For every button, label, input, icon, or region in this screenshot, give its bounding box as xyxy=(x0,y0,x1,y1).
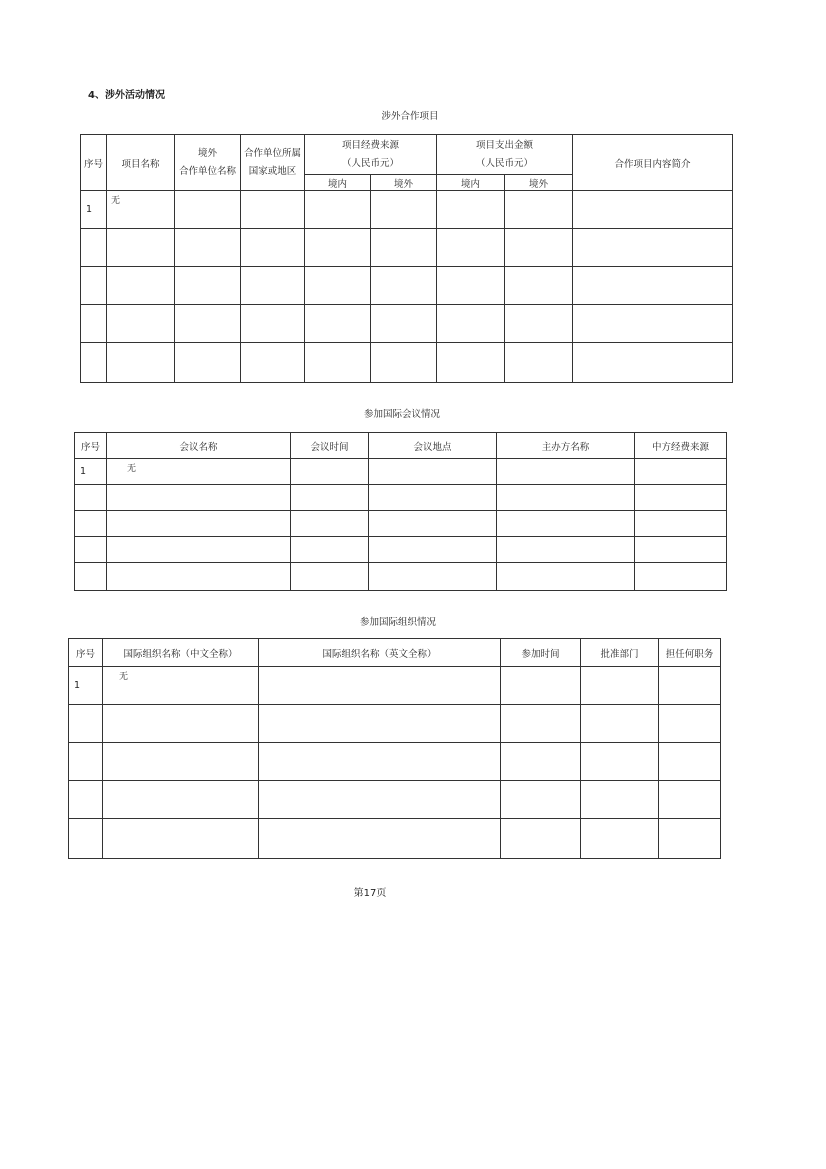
table-row xyxy=(81,267,733,305)
row-org-name-cn: 无 xyxy=(103,667,259,705)
table-row xyxy=(69,743,721,781)
page-number: 第17页 xyxy=(353,888,387,899)
table-row xyxy=(69,667,721,705)
row-project-name: 无 xyxy=(107,191,175,229)
table-row xyxy=(75,459,727,485)
header-org-name-cn: 国际组织名称（中文全称） xyxy=(103,639,259,667)
header-partner-name: 境外 合作单位名称 xyxy=(175,135,241,191)
header-no: 序号 xyxy=(81,135,107,191)
header-no: 序号 xyxy=(75,433,107,459)
section-heading: 4、涉外活动情况 xyxy=(88,90,165,101)
header-org-name-en: 国际组织名称（英文全称） xyxy=(259,639,501,667)
table-row xyxy=(75,511,727,537)
header-expense-domestic: 境内 xyxy=(437,175,505,191)
header-funding-source: 中方经费来源 xyxy=(635,433,727,459)
header-project-name: 项目名称 xyxy=(107,135,175,191)
row-no: 1 xyxy=(75,459,107,485)
table-row xyxy=(69,705,721,743)
header-no: 序号 xyxy=(69,639,103,667)
header-funding-domestic: 境内 xyxy=(305,175,371,191)
table-row xyxy=(75,537,727,563)
header-join-time: 参加时间 xyxy=(501,639,581,667)
international-organization-table xyxy=(68,638,721,859)
table-row xyxy=(81,305,733,343)
table-row xyxy=(69,781,721,819)
header-conference-place: 会议地点 xyxy=(369,433,497,459)
header-conference-time: 会议时间 xyxy=(291,433,369,459)
row-no: 1 xyxy=(69,667,103,705)
table-row xyxy=(75,563,727,591)
table-row xyxy=(81,191,733,229)
header-partner-country: 合作单位所属 国家或地区 xyxy=(241,135,305,191)
table2-title: 参加国际会议情况 xyxy=(363,409,440,420)
header-expense-overseas: 境外 xyxy=(505,175,573,191)
table-row xyxy=(75,485,727,511)
header-funding-overseas: 境外 xyxy=(371,175,437,191)
header-summary: 合作项目内容简介 xyxy=(573,135,733,191)
header-approval-dept: 批准部门 xyxy=(581,639,659,667)
table-row xyxy=(81,229,733,267)
table-row xyxy=(81,343,733,383)
header-expense-amount: 项目支出金额 （人民币元） xyxy=(437,135,573,175)
international-conference-table xyxy=(74,432,727,591)
header-funding-source: 项目经费来源 （人民币元） xyxy=(305,135,437,175)
header-conference-name: 会议名称 xyxy=(107,433,291,459)
table-row xyxy=(69,819,721,859)
table1-title: 涉外合作项目 xyxy=(381,111,439,122)
header-position: 担任何职务 xyxy=(659,639,721,667)
foreign-cooperation-table xyxy=(80,134,733,383)
row-conference-name: 无 xyxy=(107,459,291,485)
row-no: 1 xyxy=(81,191,107,229)
table3-title: 参加国际组织情况 xyxy=(359,617,436,628)
header-organizer: 主办方名称 xyxy=(497,433,635,459)
